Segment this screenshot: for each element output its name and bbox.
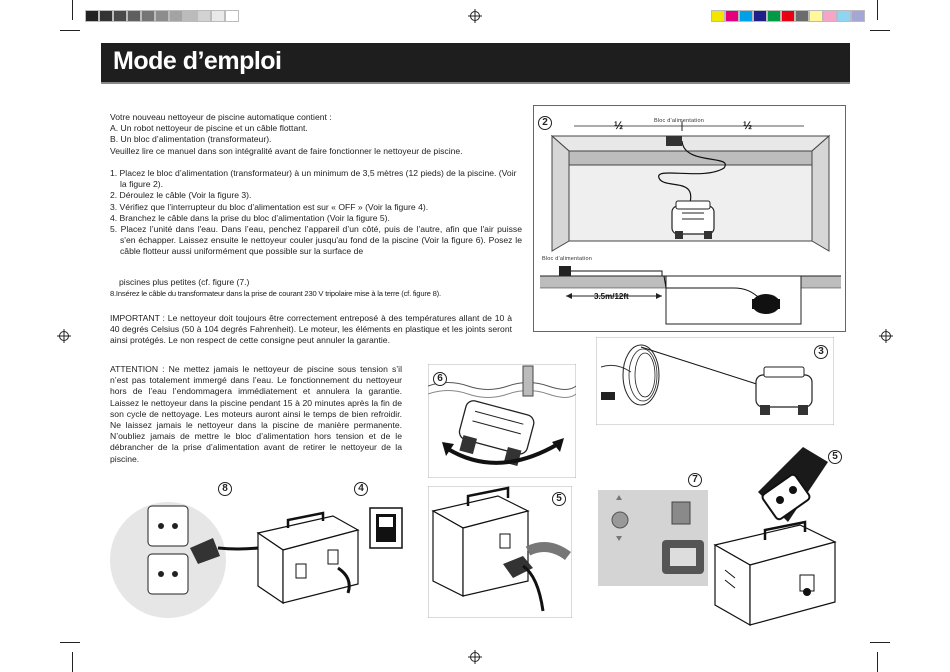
steps-list xyxy=(110,168,522,258)
pool-diagram-icon xyxy=(534,106,846,332)
crop-mark xyxy=(60,642,80,643)
switch-panel-icon xyxy=(598,490,708,586)
color-swatch xyxy=(767,10,781,22)
figure-7 xyxy=(598,474,708,586)
figure-number: 2 xyxy=(538,116,552,130)
crop-mark xyxy=(877,0,878,20)
figure-8 xyxy=(108,478,368,618)
crop-mark xyxy=(877,652,878,672)
cable-unroll-icon xyxy=(596,337,834,425)
crop-mark xyxy=(72,0,73,20)
half-label: ½ xyxy=(614,120,624,132)
registration-mark-icon xyxy=(468,9,482,23)
figure-number: 8 xyxy=(218,482,232,496)
crop-mark xyxy=(72,652,73,672)
distance-label: 3.5m/12ft xyxy=(594,292,629,301)
color-swatch xyxy=(837,10,851,22)
grey-swatch xyxy=(127,10,141,22)
figure-number: 3 xyxy=(814,345,828,359)
step-continued: piscines plus petites (cf. figure (7.) xyxy=(119,277,250,287)
color-swatch xyxy=(823,10,837,22)
grey-swatch xyxy=(183,10,197,22)
figure-number: 5 xyxy=(828,450,842,464)
grey-swatch xyxy=(211,10,225,22)
intro-block xyxy=(110,112,520,157)
crop-mark xyxy=(870,642,890,643)
step-item: 5. Placez l’unité dans l'eau. Dans l’eau, penchez l’appareil d’un côté, puis de l’autre, afin que l'air puisse s'en échapper. Laissez ensuite le nettoyeur couler jusqu'au fond de la piscine (Voir la figure 6). Posez le câble flotteur aussi uniformément que possible sur la surface de xyxy=(110,224,522,257)
title-bar xyxy=(101,43,850,84)
intro-line: B. Un bloc d’alimentation (transformateur). xyxy=(110,134,272,145)
cable-connect-icon xyxy=(428,486,572,618)
registration-mark-icon xyxy=(57,329,71,343)
crop-mark xyxy=(60,30,80,31)
power-supply-label: Bloc d’alimentation xyxy=(542,256,592,262)
power-supply-label: Bloc d’alimentation xyxy=(654,118,704,124)
color-swatch xyxy=(809,10,823,22)
grey-swatch xyxy=(197,10,211,22)
intro-line: Veuillez lire ce manuel dans son intégralité avant de faire fonctionner le nettoyeur de piscine. xyxy=(110,145,463,156)
intro-line: A. Un robot nettoyeur de piscine et un câble flottant. xyxy=(110,123,308,134)
half-label: ½ xyxy=(743,120,753,132)
step-item: 2. Déroulez le câble (Voir la figure 3). xyxy=(110,190,252,201)
attention-note: ATTENTION : Ne mettez jamais le nettoyeur de piscine sous tension s’il n’est pas totalement immergé dans l’eau. Le fonctionnement du nettoyeur hors de l’eau l’endommagera immédiatement et annulera la garantie. Laissez le nettoyeur dans la piscine pendant 15 à 20 minutes après la fin de son cycle de nettoyage. Les moteurs auront ainsi le temps de bien refroidir. Ne laissez jamais le nettoyeur dans la piscine de manière permanente. N’oubliez jamais de mettre le bloc d’alimentation hors tension et de le débrancher de la prise d’alimentation avant de retirer le nettoyeur de la piscine. xyxy=(110,364,402,464)
color-swatch xyxy=(753,10,767,22)
grey-swatch xyxy=(155,10,169,22)
grey-swatch xyxy=(99,10,113,22)
figure-number: 4 xyxy=(354,482,368,496)
figure-4 xyxy=(352,478,422,558)
step-item: 4. Branchez le câble dans la prise du bloc d’alimentation (Voir la figure 5). xyxy=(110,212,390,223)
crop-mark xyxy=(870,30,890,31)
page-title: Mode d’emploi xyxy=(113,47,282,75)
figure-5-plug xyxy=(748,442,848,532)
grey-swatch xyxy=(113,10,127,22)
step-8: 8.Insérez le câble du transformateur dans la prise de courant 230 V tripolaire mise à la terre (cf. figure 8). xyxy=(110,289,441,298)
grey-swatch xyxy=(141,10,155,22)
important-note: IMPORTANT : Le nettoyeur doit toujours être correctement entreposé à des températures allant de 10 à 40 degrés Celsius (50 à 104 degrés Fahrenheit). Le moteur, les éléments en plastique et les joints seront ainsi protégés. Le non respect de cette consigne peut annuler la garantie. xyxy=(110,313,512,346)
color-swatch xyxy=(781,10,795,22)
figure-6 xyxy=(428,364,576,478)
grey-swatch xyxy=(85,10,99,22)
registration-mark-icon xyxy=(879,329,893,343)
wall-socket-icon xyxy=(108,478,368,618)
color-swatch xyxy=(725,10,739,22)
transformer-right xyxy=(705,520,845,630)
figure-number: 7 xyxy=(688,473,702,487)
figure-5-connect xyxy=(428,486,572,618)
color-swatch xyxy=(851,10,865,22)
grey-swatch xyxy=(225,10,239,22)
color-swatch xyxy=(711,10,725,22)
step-item: 3. Vérifiez que l’interrupteur du bloc d’alimentation est sur « OFF » (Voir la figure 4). xyxy=(110,201,429,212)
registration-mark-icon xyxy=(468,650,482,664)
color-swatch xyxy=(795,10,809,22)
figure-3 xyxy=(596,337,834,425)
grey-swatch xyxy=(169,10,183,22)
transformer-box-icon xyxy=(705,520,845,630)
figure-number: 6 xyxy=(433,372,447,386)
figure-number: 5 xyxy=(552,492,566,506)
intro-line: Votre nouveau nettoyeur de piscine automatique contient : xyxy=(110,112,332,122)
step-item: 1. Placez le bloc d’alimentation (transformateur) à un minimum de 3,5 mètres (12 pieds) de la piscine. (Voir la figure 2). xyxy=(110,168,517,190)
robot-submerge-icon xyxy=(428,364,576,478)
figure-2 xyxy=(533,105,846,332)
color-swatch xyxy=(739,10,753,22)
